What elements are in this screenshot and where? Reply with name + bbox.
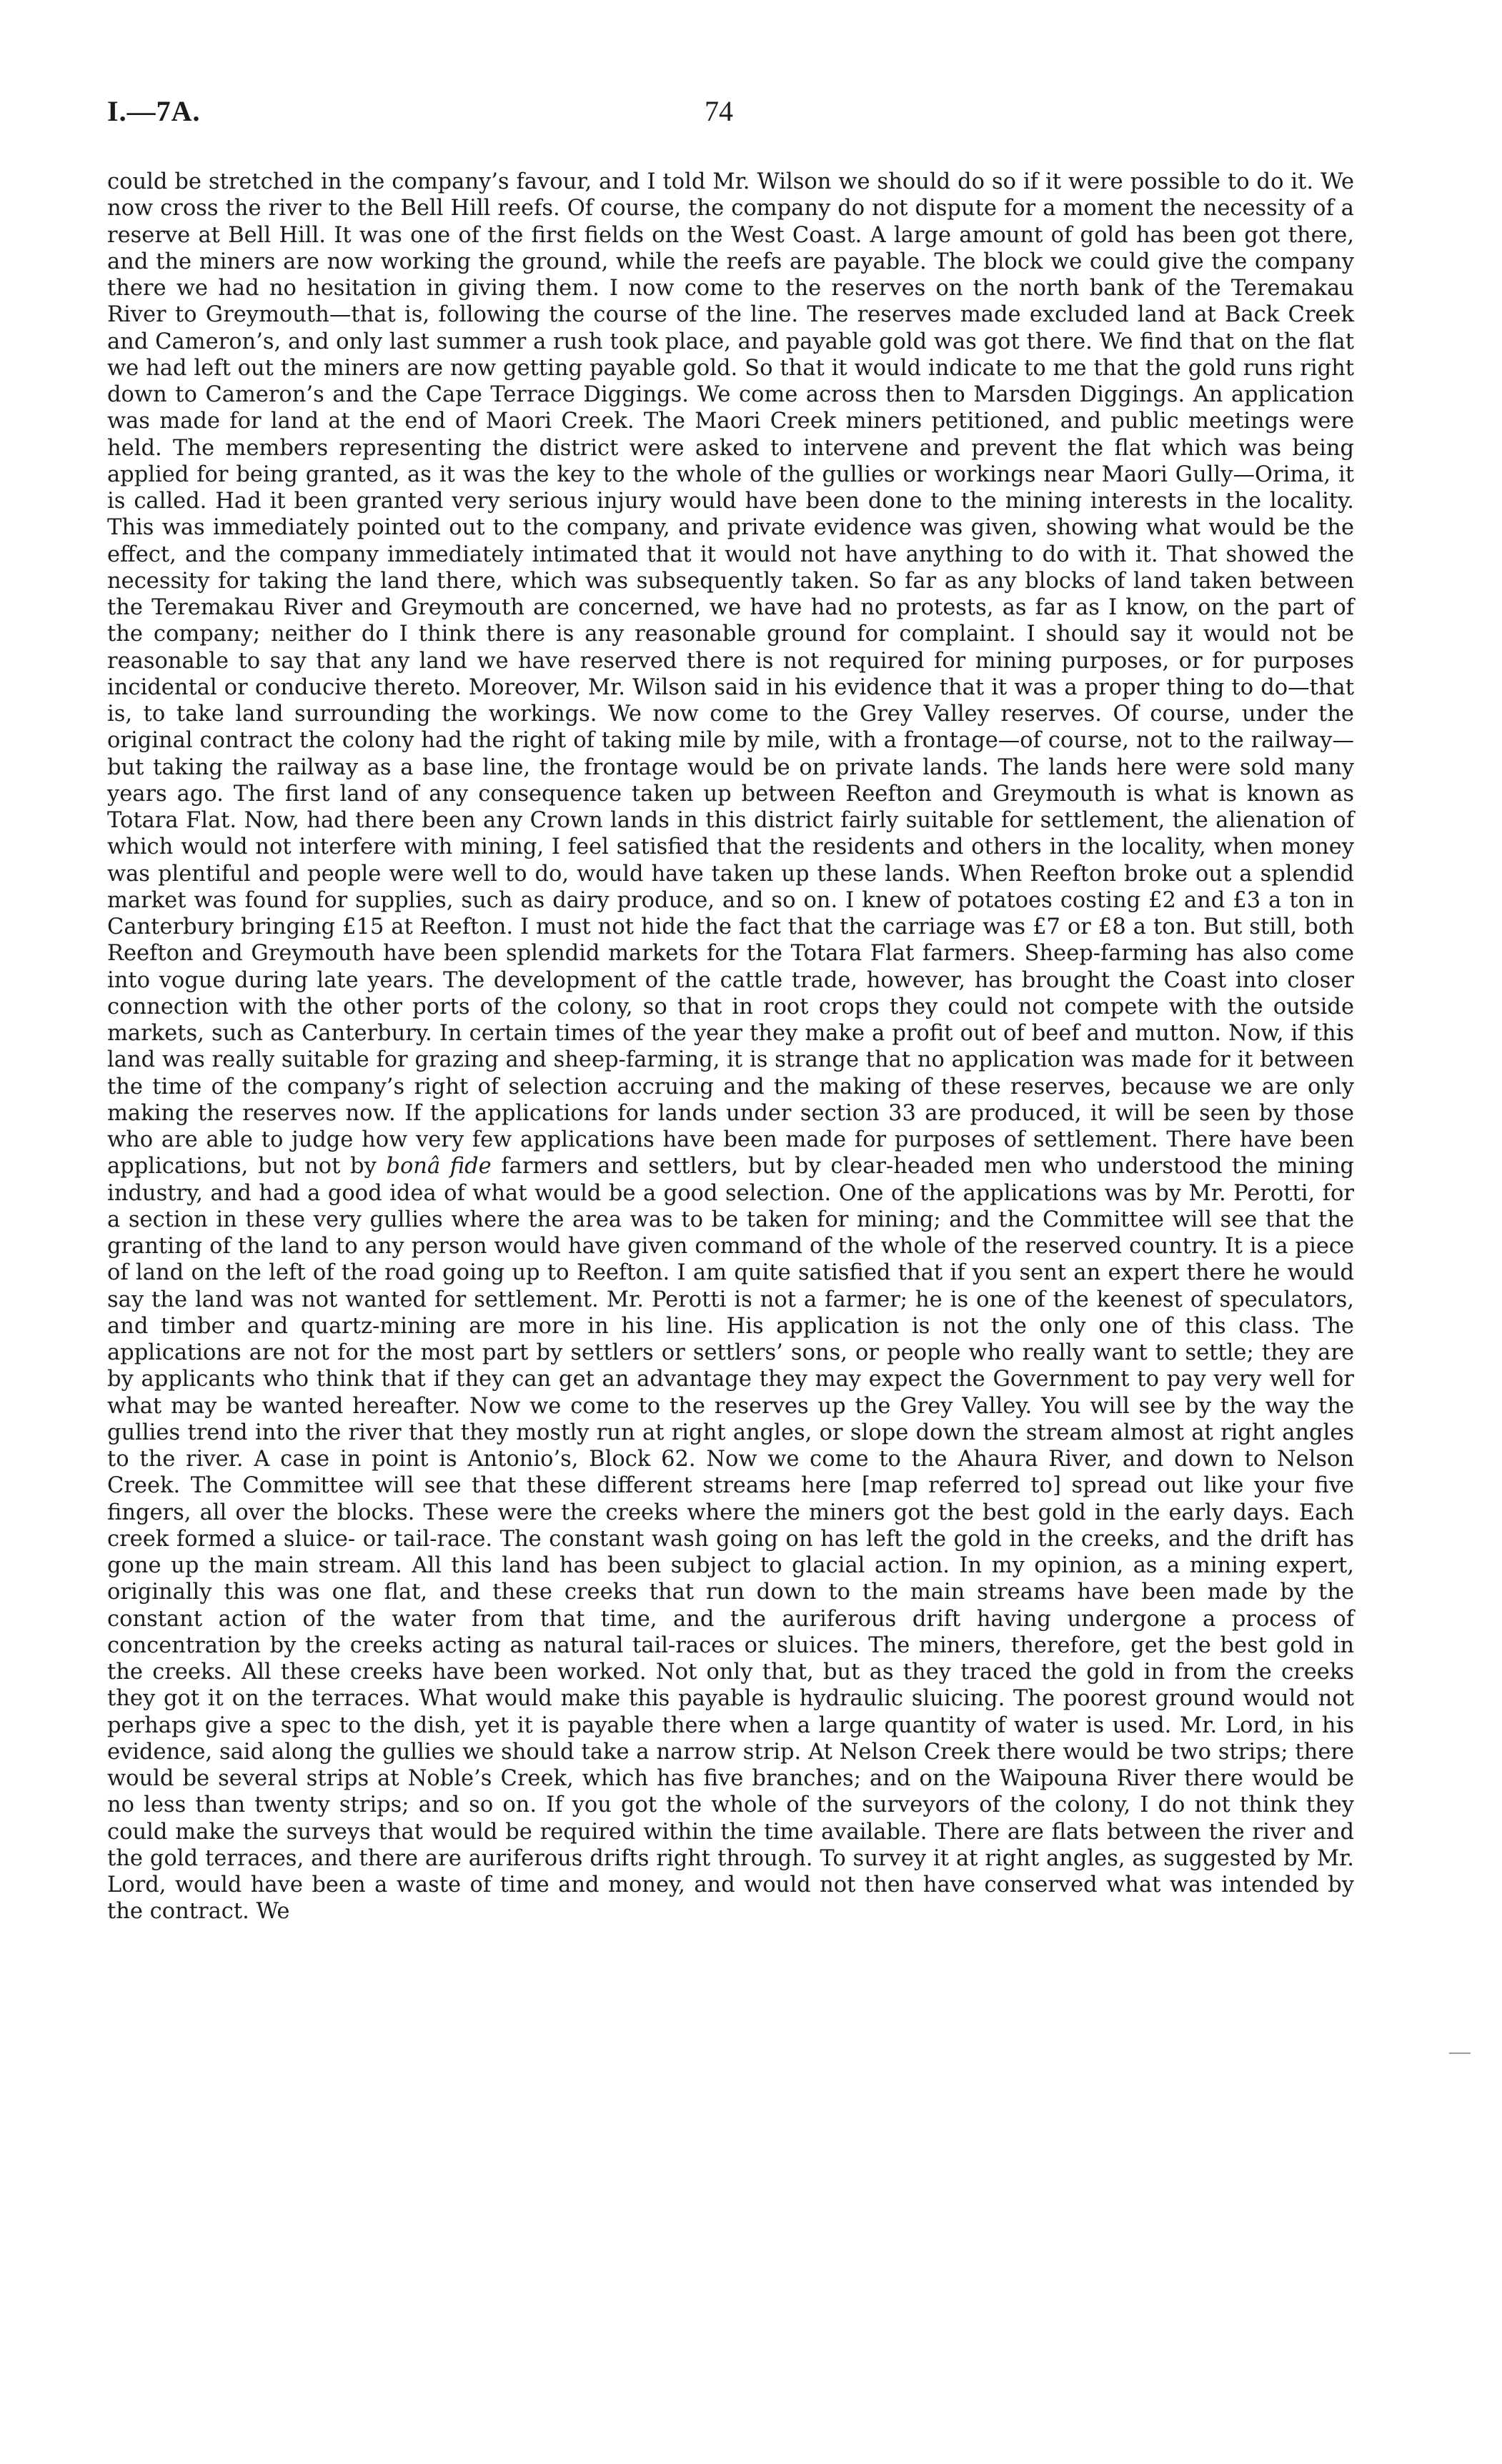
body-paragraph <box>107 169 1354 1925</box>
page-number: 74 <box>705 95 733 127</box>
italic-phrase: bonâ fide <box>386 1154 492 1179</box>
body-text-part-2: farmers and settlers, but by clear-headed men who understood the mining industry, and had a good idea of what would be a good selection. One of the applications was by Mr. Perotti, for a section in these very gullies where the area was to be taken for mining; and the Committee will see that the granting of the land to any person would have given command of the whole of the reserved country. It is a piece of land on the left of the road going up to Reefton. I am quite satisfied that if you sent an expert there he would say the land was not wanted for settlement. Mr. Perotti is not a farmer; he is one of the keenest of speculators, and timber and quartz-mining are more in his line. His application is not the only one of this class. The applications are not for the most part by settlers or settlers’ sons, or people who really want to settle; they are by applicants who think that if they can get an advantage they may expect the Government to pay very well for what may be wanted hereafter. Now we come to the reserves up the Grey Valley. You will see by the way the gullies trend into the river that they mostly run at right angles, or slope down the stream almost at right angles to the river. A case in point is Antonio’s, Block 62. Now we come to the Ahaura River, and down to Nelson Creek. The Committee will see that these different streams here [map referred to] spread out like your five fingers, all over the blocks. These were the creeks where the miners got the best gold in the early days. Each creek formed a sluice- or tail-race. The constant wash going on has left the gold in the creeks, and the drift has gone up the main stream. All this land has been subject to glacial action. In my opinion, as a mining expert, originally this was one flat, and these creeks that run down to the main streams have been made by the constant action of the water from that time, and the auriferous drift having undergone a process of concentration by the creeks acting as natural tail-races or sluices. The miners, therefore, get the best gold in the creeks. All these creeks have been worked. Not only that, but as they traced the gold in from the creeks they got it on the terraces. What would make this payable is hydraulic sluicing. The poorest ground would not perhaps give a spec to the dish, yet it is payable there when a large quantity of water is used. Mr. Lord, in his evidence, said along the gullies we should take a narrow strip. At Nelson Creek there would be two strips; there would be several strips at Noble’s Creek, which has five branches; and on the Waipouna River there would be no less than twenty strips; and so on. If you got the whole of the surveyors of the colony, I do not think they could make the surveys that would be required within the time available. There are flats between the river and the gold terraces, and there are auriferous drifts right through. To survey it at right angles, as suggested by Mr. Lord, would have been a waste of time and money, and would not then have conserved what was intended by the contract. We <box>107 1154 1355 1925</box>
body-text-part-1: could be stretched in the company’s favour, and I told Mr. Wilson we should do so if it were possible to do it. We now cross the river to the Bell Hill reefs. Of course, the company do not dispute for a moment the necessity of a reserve at Bell Hill. It was one of the first fields on the West Coast. A large amount of gold has been got there, and the miners are now working the ground, while the reefs are payable. The block we could give the company there we had no hesitation in giving them. I now come to the reserves on the north bank of the Teremakau River to Greymouth—that is, following the course of the line. The reserves made excluded land at Back Creek and Cameron’s, and only last summer a rush took place, and payable gold was got there. We find that on the flat we had left out the miners are now getting payable gold. So that it would indicate to me that the gold runs right down to Cameron’s and the Cape Terrace Diggings. We come across then to Marsden Diggings. An application was made for land at the end of Maori Creek. The Maori Creek miners petitioned, and public meetings were held. The members representing the district were asked to intervene and prevent the flat which was being applied for being granted, as it was the key to the whole of the gullies or workings near Maori Gully—Orima, it is called. Had it been granted very serious injury would have been done to the mining interests in the locality. This was immediately pointed out to the company, and private evidence was given, showing what would be the effect, and the company immediately intimated that it would not have anything to do with it. That showed the necessity for taking the land there, which was subsequently taken. So far as any blocks of land taken between the Teremakau River and Greymouth are concerned, we have had no protests, as far as I know, on the part of the company; neither do I think there is any reasonable ground for complaint. I should say it would not be reasonable to say that any land we have reserved there is not required for mining purposes, or for purposes incidental or conducive thereto. Moreover, Mr. Wilson said in his evidence that it was a proper thing to do—that is, to take land surrounding the workings. We now come to the Grey Valley reserves. Of course, under the original contract the colony had the right of taking mile by mile, with a frontage—of course, not to the railway—but taking the railway as a base line, the frontage would be on private lands. The lands here were sold many years ago. The first land of any consequence taken up between Reefton and Greymouth is what is known as Totara Flat. Now, had there been any Crown lands in this district fairly suitable for settlement, the alienation of which would not interfere with mining, I feel satisfied that the residents and others in the locality, when money was plentiful and people were well to do, would have taken up these lands. When Reefton broke out a splendid market was found for supplies, such as dairy produce, and so on. I knew of potatoes costing £2 and £3 a ton in Canterbury bringing £15 at Reefton. I must not hide the fact that the carriage was £7 or £8 a ton. But still, both Reefton and Greymouth have been splendid markets for the Totara Flat farmers. Sheep-farming has also come into vogue during late years. The development of the cattle trade, however, has brought the Coast into closer connection with the other ports of the colony, so that in root crops they could not compete with the outside markets, such as Canterbury. In certain times of the year they make a profit out of beef and mutton. Now, if this land was really suitable for grazing and sheep-farming, it is strange that no application was made for it between the time of the company’s right of selection accruing and the making of these reserves, because we are only making the reserves now. If the applications for lands under section 33 are produced, it will be seen by those who are able to judge how very few applications have been made for purposes of settlement. There have been applications, but not by <box>107 169 1354 1179</box>
page-header <box>107 94 1354 137</box>
document-reference: I.—7A. <box>107 95 201 127</box>
margin-mark <box>1449 2052 1471 2057</box>
body-text <box>107 169 1354 1925</box>
